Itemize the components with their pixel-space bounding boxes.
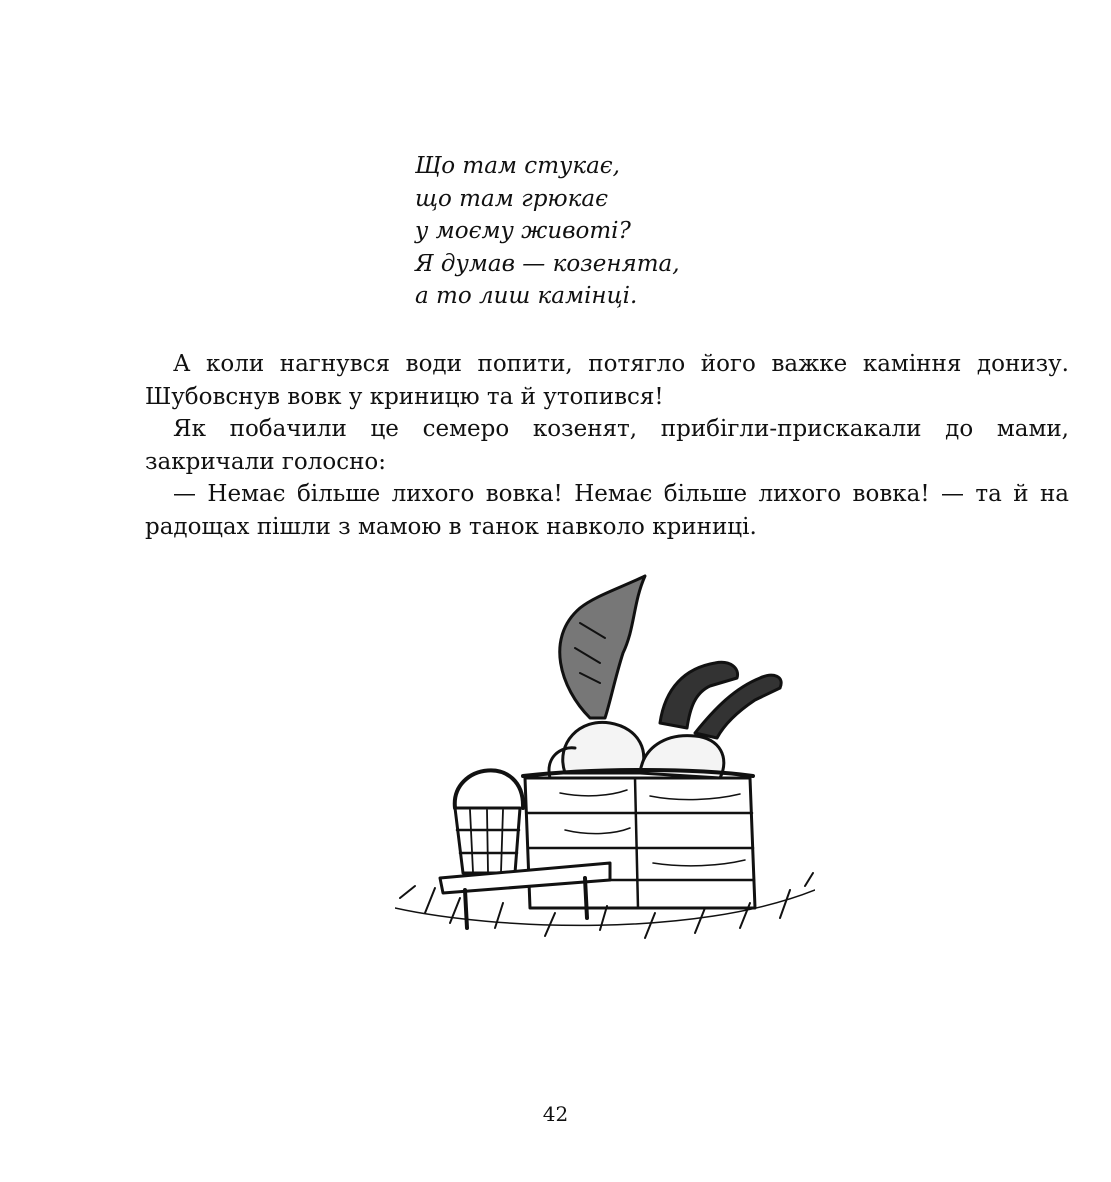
well-illustration xyxy=(395,568,815,958)
poem-line: Що там стукає, xyxy=(415,153,620,179)
poem-line: у моєму животі? xyxy=(415,218,631,244)
poem-line: що там грюкає xyxy=(415,185,609,212)
page-number: 42 xyxy=(542,1102,569,1126)
story-text xyxy=(145,348,1069,543)
poem-line: а то лиш камінці. xyxy=(415,283,638,309)
poem xyxy=(415,150,680,313)
paragraph: А коли нагнувся води попити, потягло його важке каміння донизу. Шубовснув вовк у криницю та й утопився! xyxy=(145,351,1069,410)
poem-line: Я думав — козенята, xyxy=(415,250,680,277)
paragraph: Як побачили це семеро козенят, прибігли-прискакали до мами, закричали голосно: xyxy=(145,416,1069,475)
paragraph: — Немає більше лихого вовка! Немає більше лихого вовка! — та й на радощах пішли з мамою в танок навколо криниці. xyxy=(145,481,1069,540)
wolf-tail-in-well-icon xyxy=(395,568,815,958)
